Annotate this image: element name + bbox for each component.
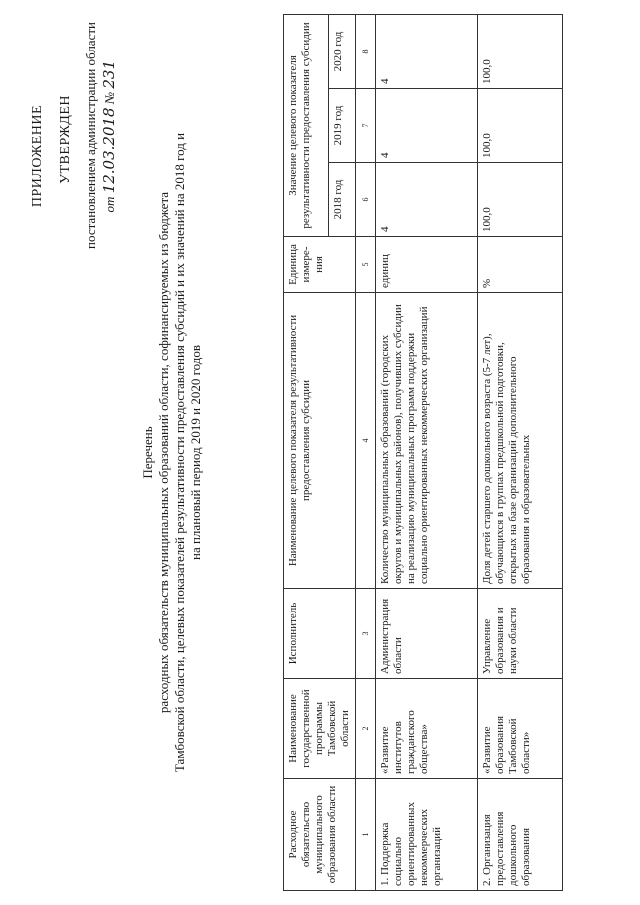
table-header-row <box>284 14 329 890</box>
row-value-2019: 100,0 <box>478 89 563 163</box>
decree-date-number <box>100 60 118 212</box>
title-line-2: расходных обязательств муниципальных образований области, софинансируемых из бюджета <box>156 191 171 714</box>
row-value-2018: 100,0 <box>478 163 563 237</box>
title-line-1: Перечень <box>140 426 155 479</box>
column-number: 8 <box>356 14 376 88</box>
table-row <box>376 14 478 890</box>
header-program: Наименование государственной программы Тамбовской области <box>284 679 356 779</box>
obligations-table <box>283 14 563 891</box>
row-value-2018: 4 <box>376 163 478 237</box>
column-number: 4 <box>356 293 376 589</box>
title-line-4: на плановый период 2019 и 2020 годов <box>188 345 203 560</box>
header-2020: 2020 год <box>328 14 355 88</box>
handwritten-number: 231 <box>100 60 118 89</box>
document-title <box>140 0 204 905</box>
column-number: 5 <box>356 237 376 293</box>
row-value-2020: 100,0 <box>478 14 563 88</box>
decree-line: постановлением администрации области <box>83 22 98 249</box>
row-program: «Развитие образования Тамбовской области» <box>478 679 563 779</box>
row-value-2019: 4 <box>376 89 478 163</box>
column-number: 3 <box>356 589 376 679</box>
date-prefix: от <box>102 196 117 213</box>
row-obligation: 1. Поддержка социально ориентированных некоммерческих организаций <box>376 779 478 891</box>
header-unit: Единица измере-ния <box>284 237 356 293</box>
column-number: 6 <box>356 163 376 237</box>
row-value-2020: 4 <box>376 14 478 88</box>
row-indicator: Доля детей старшего дошкольного возраста (5-7 лет), обучающихся в группах предшкольной подготовки, открытых на базе организаций дополнительного образования и образовательных <box>478 293 563 589</box>
row-obligation: 2. Организация предоставления дошкольного образования <box>478 779 563 891</box>
header-obligation: Расходное обязательство муниципального образования области <box>284 779 356 891</box>
header-2018: 2018 год <box>328 163 355 237</box>
row-executor: Администрация области <box>376 589 478 679</box>
row-program: «Развитие институтов гражданского общества» <box>376 679 478 779</box>
handwritten-date: 12.03.2018 <box>100 107 118 194</box>
row-unit: % <box>478 237 563 293</box>
header-indicator: Наименование целевого показателя результативности предоставления субсидии <box>284 293 356 589</box>
appendix-label: ПРИЛОЖЕНИЕ <box>30 105 45 208</box>
row-executor: Управление образования и науки области <box>478 589 563 679</box>
column-number: 2 <box>356 679 376 779</box>
column-number: 7 <box>356 89 376 163</box>
header-executor: Исполнитель <box>284 589 356 679</box>
number-prefix: № <box>102 91 117 105</box>
row-unit: единиц <box>376 237 478 293</box>
approved-label: УТВЕРЖДЕН <box>58 95 73 184</box>
table-row <box>478 14 563 890</box>
column-number: 1 <box>356 779 376 891</box>
title-line-3: Тамбовской области, целевых показателей результативности предоставления субсидий и их значений на 2018 год и <box>172 132 187 773</box>
column-number-row <box>356 14 376 890</box>
header-values: Значение целевого показателя результативности предоставления субсидии <box>284 14 329 236</box>
row-indicator: Количество муниципальных образований (городских округов и муниципальных районов), получивших субсидии на реализацию муниципальных программ поддержки социально ориентированных некоммерческих организаций <box>376 293 478 589</box>
header-2019: 2019 год <box>328 89 355 163</box>
